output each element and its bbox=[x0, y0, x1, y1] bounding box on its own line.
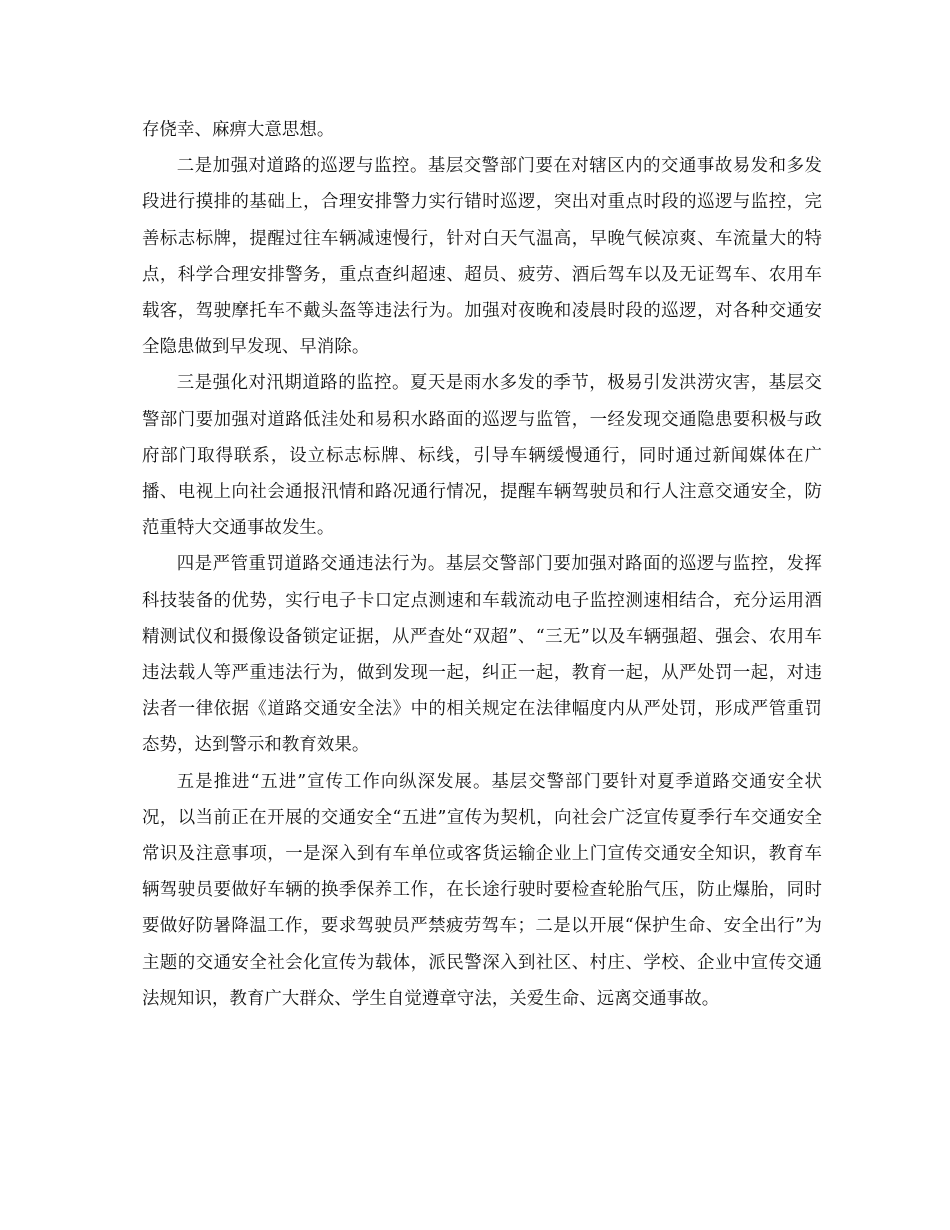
paragraph-continuation: 存侥幸、麻痹大意思想。 bbox=[142, 120, 335, 140]
paragraph-road-patrol: 二是加强对道路的巡逻与监控。基层交警部门要在对辖区内的交通事故易发和多发段进行摸排的基础上，合理安排警力实行错时巡逻，突出对重点时段的巡逻与监控，完善标志标牌，提醒过往车辆减速慢行，针对白天气温高，早晚气候凉爽、车流量大的特点，科学合理安排警务，重点查纠超速、超员、疲劳、酒后驾车以及无证驾车、农用车载客，驾驶摩托车不戴头盔等违法行为。加强对夜晚和凌晨时段的巡逻，对各种交通安全隐患做到早发现、早消除。 bbox=[142, 156, 822, 358]
document-body bbox=[142, 112, 822, 1017]
paragraph-flood-season-monitoring: 三是强化对汛期道路的监控。夏天是雨水多发的季节，极易引发洪涝灾害，基层交警部门要加强对道路低洼处和易积水路面的巡逻与监管，一经发现交通隐患要积极与政府部门取得联系，设立标志标牌、标线，引导车辆缓慢通行，同时通过新闻媒体在广播、电视上向社会通报汛情和路况通行情况，提醒车辆驾驶员和行人注意交通安全，防范重特大交通事故发生。 bbox=[142, 373, 822, 539]
paragraph-five-entries-publicity: 五是推进“五进”宣传工作向纵深发展。基层交警部门要针对夏季道路交通安全状况，以当前正在开展的交通安全“五进”宣传为契机，向社会广泛宣传夏季行车交通安全常识及注意事项，一是深入到有车单位或客货运输企业上门宣传交通安全知识，教育车辆驾驶员要做好车辆的换季保养工作，在长途行驶时要检查轮胎气压，防止爆胎，同时要做好防暑降温工作，要求驾驶员严禁疲劳驾车；二是以开展“保护生命、安全出行”为主题的交通安全社会化宣传为载体，派民警深入到社区、村庄、学校、企业中宣传交通法规知识，教育广大群众、学生自觉遵章守法，关爱生命、远离交通事故。 bbox=[142, 771, 822, 1009]
paragraph-strict-enforcement: 四是严管重罚道路交通违法行为。基层交警部门要加强对路面的巡逻与监控，发挥科技装备的优势，实行电子卡口定点测速和车载流动电子监控测速相结合，充分运用酒精测试仪和摄像设备锁定证据，从严查处“双超”、“三无”以及车辆强超、强会、农用车违法载人等严重违法行为，做到发现一起，纠正一起，教育一起，从严处罚一起，对违法者一律依据《道路交通安全法》中的相关规定在法律幅度内从严处罚，形成严管重罚态势，达到警示和教育效果。 bbox=[142, 554, 822, 756]
